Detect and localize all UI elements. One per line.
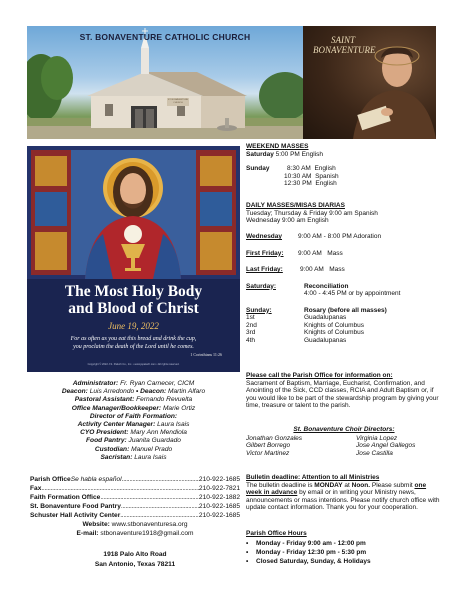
staff-faith-formation: Director of Faith Formation: xyxy=(89,412,178,420)
choir-director: Virginia Lopez xyxy=(356,434,398,442)
daily-masses-heading: DAILY MASSES/MISAS DIARIAS xyxy=(246,202,345,209)
office-hours-item: • Closed Saturday, Sunday, & Holidays xyxy=(246,558,442,566)
choir-director: Jose Angel Gallegos xyxy=(356,442,416,449)
office-hours-heading: Parish Office Hours xyxy=(246,530,307,537)
poster-verse-line2: you proclaim the death of the Lord until he comes. xyxy=(73,343,194,350)
church-name-title: ST. BONAVENTURE CATHOLIC CHURCH xyxy=(79,32,251,42)
weekend-masses-heading: WEEKEND MASSES xyxy=(246,143,309,150)
bulletin-heading: Bulletin deadline: Attention to all Ministries xyxy=(246,474,380,481)
holy-body-blood-poster xyxy=(27,146,240,372)
bulletin-body: The bulletin deadline is MONDAY at Noon. Please submit one week in advance by email or in writing your Ministry news, announcements or mass intentions. Please notify church office with update contact information. Thank you for your cooperation. xyxy=(246,481,440,511)
saturday-reconciliation: Saturday: Reconciliation 4:00 - 4:45 PM or by appointment xyxy=(246,282,401,297)
daily-masses-line1: Tuesday; Thursday & Friday 9:00 am Spanish xyxy=(246,209,378,217)
staff-office-manager: Office Manager/Bookkeeper: Marie Ortiz xyxy=(71,404,196,412)
weekly-schedule xyxy=(246,233,442,344)
office-hours-item: • Monday - Friday 12:30 pm - 5:30 pm xyxy=(246,549,442,557)
staff-list xyxy=(27,380,240,462)
saturday-mass: Saturday 5:00 PM English xyxy=(246,150,323,158)
rosary-row: 3rd Knights of Columbus xyxy=(246,329,364,336)
weekend-masses xyxy=(246,143,442,188)
staff-pastoral-assistant: Pastoral Assistant: Fernando Revuelta xyxy=(74,396,193,404)
email-line: E-mail: stbonaventure1918@gmail.com xyxy=(76,530,194,537)
contact-row: Schuster Hall Activity Center ..... 210-922-1685 xyxy=(30,511,240,520)
poster-headline xyxy=(27,283,240,317)
staff-administrator: Administrator: Fr. Ryan Carnecer, CICM xyxy=(72,380,195,387)
website-line: Website: www.stbonaventuresa.org xyxy=(82,521,188,528)
parish-info xyxy=(246,372,442,410)
last-friday-mass: Last Friday: 9:00 AM Mass xyxy=(246,266,345,273)
address-line1: 1918 Palo Alto Road xyxy=(103,551,167,558)
church-sign: ST. BONAVENTURE CHURCH xyxy=(167,99,189,104)
daily-masses xyxy=(246,202,442,225)
poster-copyright: Copyright © 2022 J.S. Paluch Co., Inc. • www.jspaluch.com • All rights reserved. xyxy=(87,363,180,366)
staff-sacristan: Sacristan: Laura Isais xyxy=(100,453,167,461)
church-photo xyxy=(27,26,303,139)
choir-heading: St. Bonaventure Choir Directors: xyxy=(293,426,395,433)
sunday-mass-time: 8:30 AM English xyxy=(287,165,336,172)
office-hours-item: • Monday - Friday 9:00 am - 12:00 pm xyxy=(246,540,442,548)
rosary-row: 1st Guadalupanas xyxy=(246,314,347,321)
contact-row: Parish Office Se habla español ..... 210-922-1685 xyxy=(30,475,240,484)
saint-caption xyxy=(313,35,376,55)
sunday-mass-time: 12:30 PM English xyxy=(284,180,337,187)
staff-deacons: Deacon: Luis Arredondo • Deacon: Martin Alfaro xyxy=(61,388,206,396)
poster-date: June 19, 2022 xyxy=(108,321,159,331)
office-hours xyxy=(246,530,442,567)
poster-citation: 1 Corinthians 11:26 xyxy=(190,352,222,357)
parish-info-heading: Please call the Parish Office for information on: xyxy=(246,372,393,379)
church-address xyxy=(30,550,240,570)
contact-row: St. Bonaventure Food Pantry ..... 210-922-1685 xyxy=(30,502,240,511)
poster-headline-line2: and Blood of Christ xyxy=(68,300,199,317)
church-building-illustration xyxy=(27,26,303,139)
address-line2: San Antonio, Texas 78211 xyxy=(94,561,176,568)
poster-verse-line1: For as often as you eat this bread and drink the cup, xyxy=(70,336,197,342)
contact-row: Faith Formation Office ..... 210-922-1882 xyxy=(30,493,240,502)
choir-director: Jonathan Gonzales xyxy=(246,434,303,442)
staff-cyo-president: CYO President: Mary Ann Mendiola xyxy=(80,429,187,437)
contact-row: Fax ..... 210-922-7821 xyxy=(30,484,240,493)
choir-director: Victor Martinez xyxy=(246,449,290,457)
choir-director: Jose Castilla xyxy=(356,449,393,457)
poster-verse xyxy=(33,336,234,351)
staff-custodian: Custodian: Manuel Prado xyxy=(94,445,173,453)
parish-info-body: Sacrament of Baptism, Marriage, Eucharist, Confirmation, and Anointing of the Sick, CCD classes, RCIA and Adult Baptism or, if you would like to be part of the stewardship program by giving your time, treasure or talent to the parish. xyxy=(246,379,439,409)
sunday-masses: Sunday 8:30 AM English 10:30 AM Spanish 12:30 PM English xyxy=(246,165,339,187)
first-friday-mass: First Friday: 9:00 AM Mass xyxy=(246,249,343,257)
bulletin-deadline xyxy=(246,474,442,512)
sunday-rosary-header: Sunday: Rosary (before all masses) xyxy=(246,306,387,314)
email-link[interactable]: stbonaventure1918@gmail.com xyxy=(100,530,194,537)
saint-bonaventure-painting xyxy=(303,26,436,139)
choir-director: Gilbert Borrego xyxy=(246,442,291,449)
poster-headline-line1: The Most Holy Body xyxy=(64,283,203,300)
staff-food-pantry: Food Pantry: Juanita Guardado xyxy=(86,437,181,445)
website-link[interactable]: www.stbonaventuresa.org xyxy=(111,521,188,528)
saint-caption-line2: BONAVENTURE xyxy=(313,45,376,55)
staff-activity-center: Activity Center Manager: Laura Isais xyxy=(77,421,190,429)
rosary-row: 4th Guadalupanas xyxy=(246,336,347,344)
daily-masses-line2: Wednesday 9:00 am English xyxy=(246,217,329,224)
choir-directors xyxy=(246,426,442,457)
wednesday-adoration: Wednesday 9:00 AM - 8:00 PM Adoration xyxy=(246,233,382,240)
saint-caption-line1: SAINT xyxy=(330,35,355,45)
rosary-row: 2nd Knights of Columbus xyxy=(246,321,364,329)
sunday-mass-time: 10:30 AM Spanish xyxy=(284,172,339,180)
contact-list xyxy=(30,475,240,538)
